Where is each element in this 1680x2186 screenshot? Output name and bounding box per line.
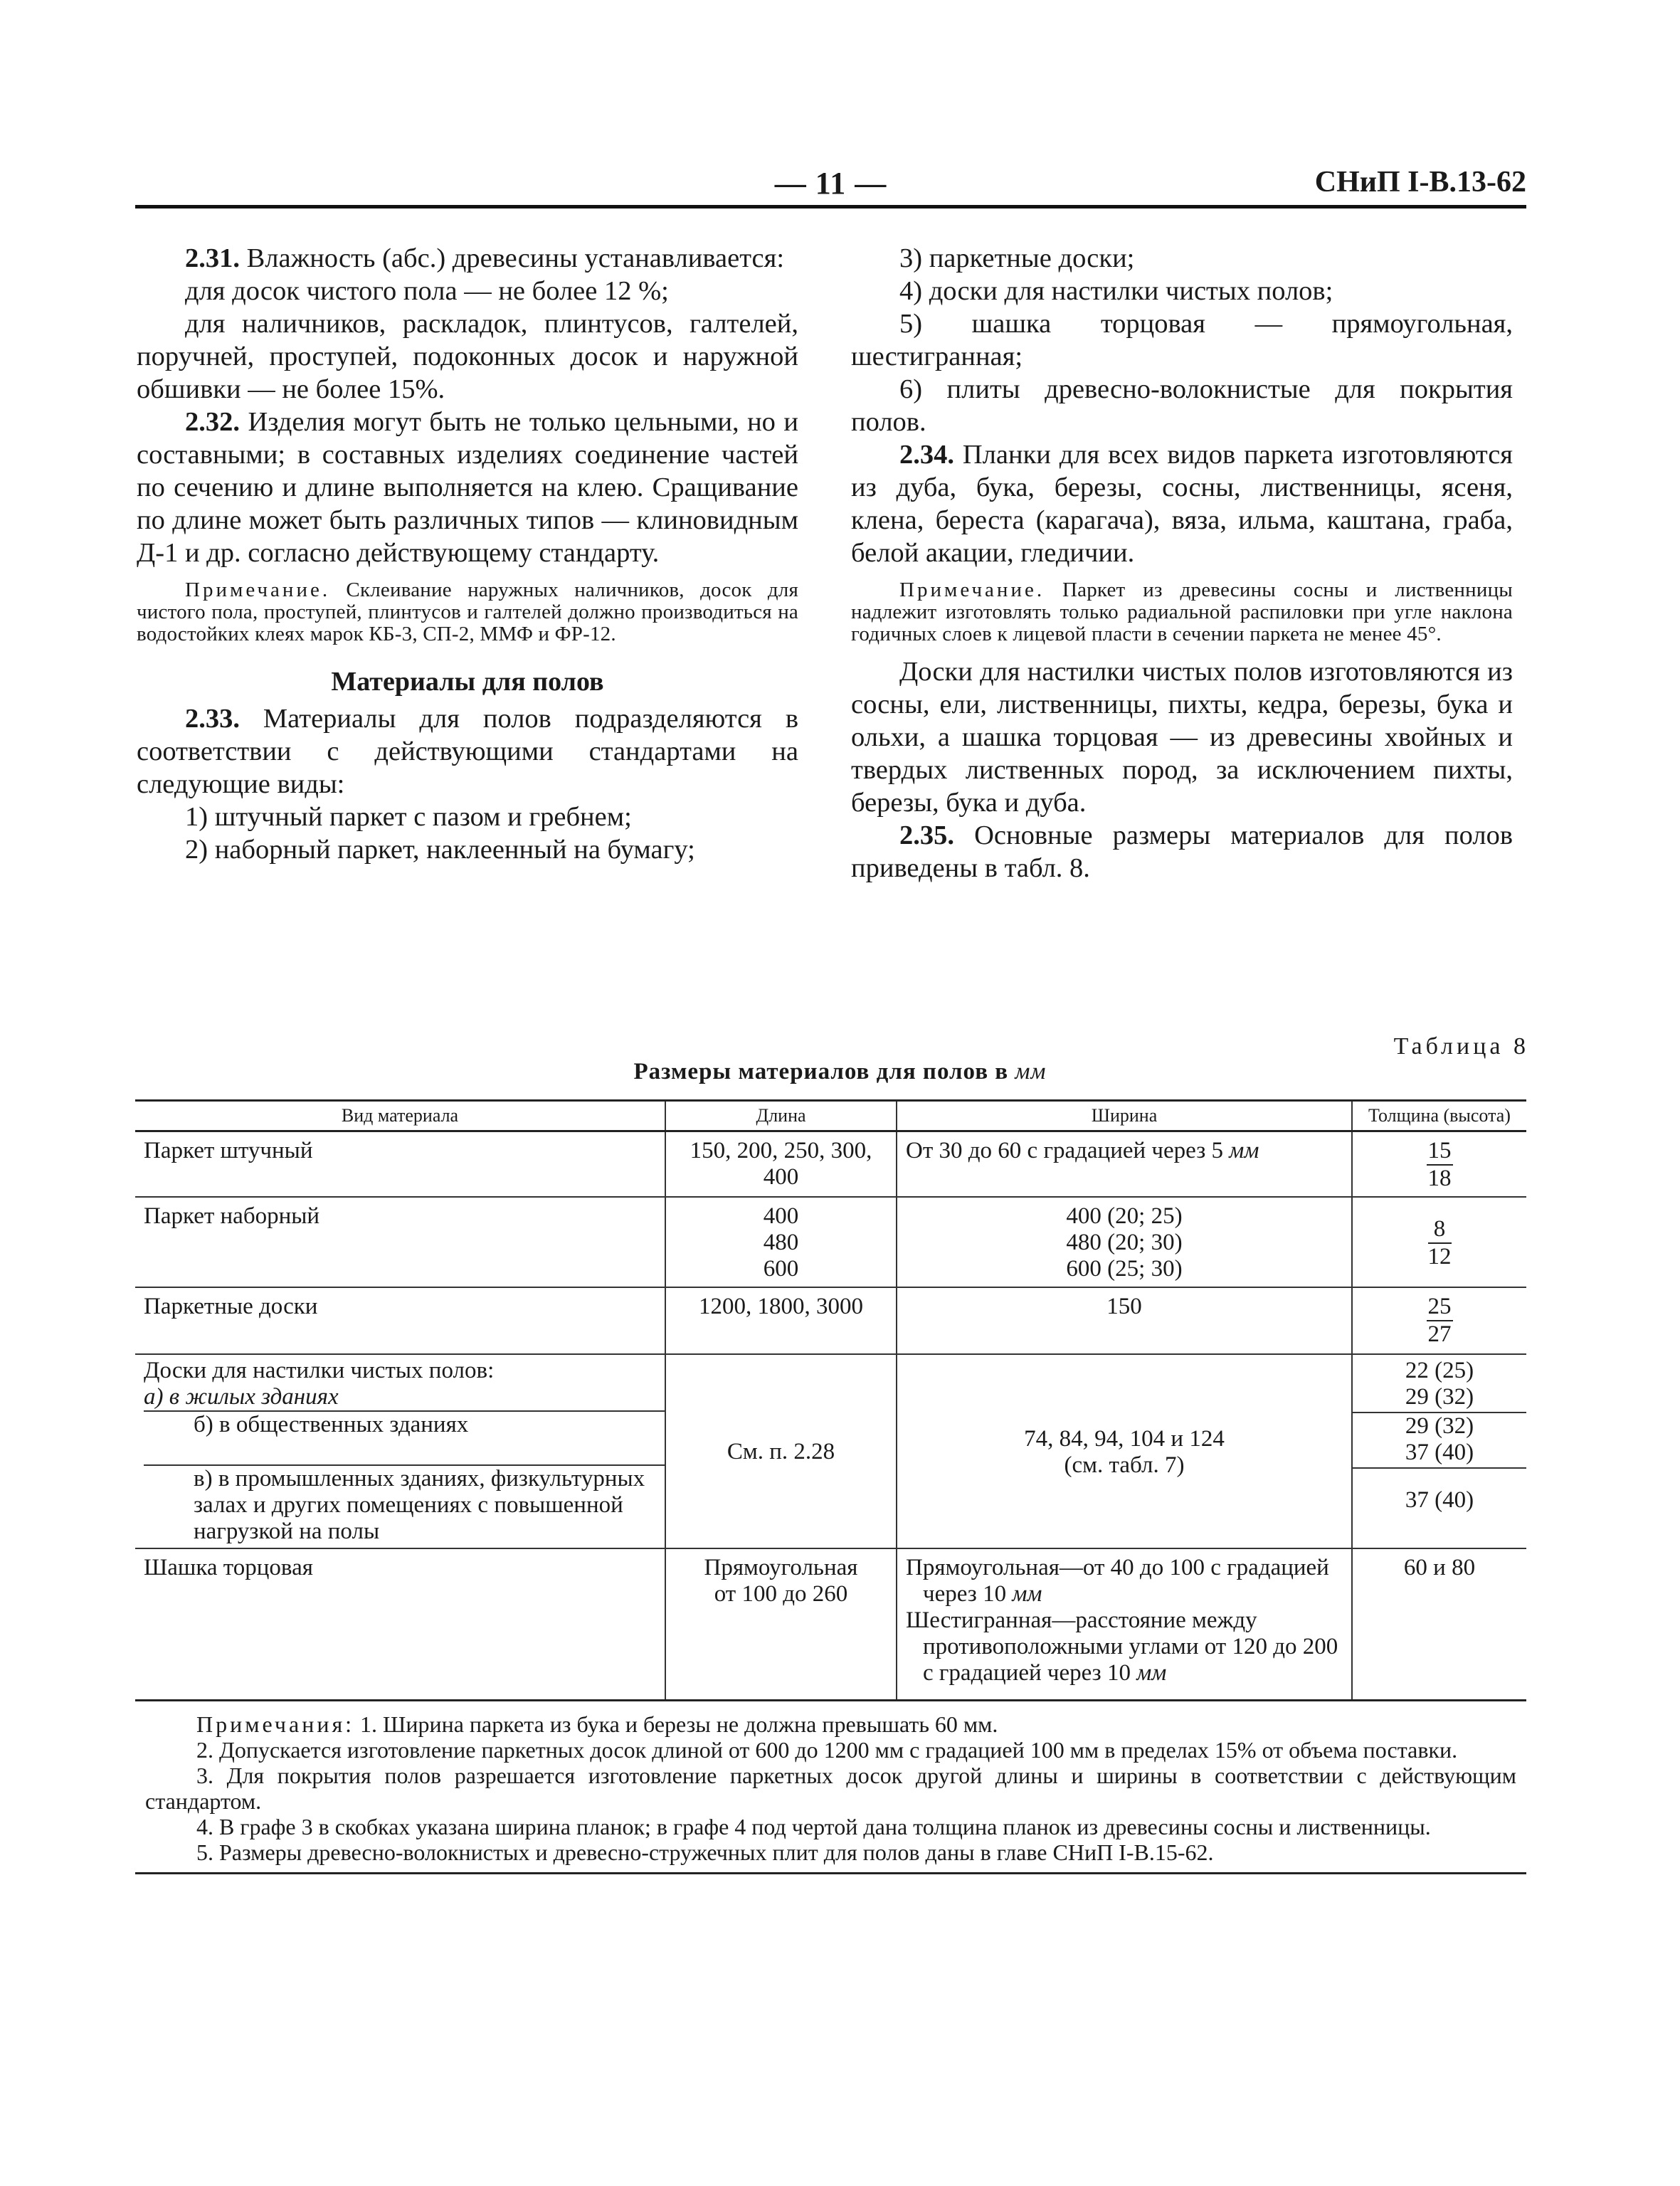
paragraph-2-31-b: для наличников, раскладок, плинтусов, галтелей, поручней, проступей, подоконных досок и наружной обшивки — не более 15%. (137, 309, 798, 404)
cell-thickness: 60 и 80 (1352, 1548, 1526, 1699)
list-item-5: 5) шашка торцовая — прямоугольная, шестигранная; (851, 309, 1513, 371)
cell-length: См. п. 2.28 (665, 1354, 897, 1548)
note-4: 4. В графе 3 в скобках указана ширина планок; в графе 4 под чертой дана толщина планок из древесины сосны и лиственницы. (196, 1814, 1431, 1839)
table-notes (135, 1699, 1526, 1872)
paragraph-2-34: 2.34. Планки для всех видов паркета изготовляются из дуба, бука, березы, сосны, лиственницы, ясеня, клена, береста (карагача), вяза, ильма, каштана, граба, белой акации, гледичии. (851, 440, 1513, 568)
cell-thickness: $\frac{8}{12}$ (1352, 1197, 1526, 1287)
left-column (137, 242, 798, 866)
section-heading: Материалы для полов (331, 667, 604, 697)
cell-thickness: $\frac{25}{27}$ (1352, 1287, 1526, 1354)
list-item-2: 2) наборный паркет, наклеенный на бумагу; (185, 835, 695, 865)
list-item-4: 4) доски для настилки чистых полов; (899, 276, 1333, 306)
sub-industrial: в) в промышленных зданиях, физкультурных залах и других помещениях с повышенной нагрузкой на полы (194, 1466, 645, 1544)
paragraph-2-35: 2.35. Основные размеры материалов для полов приведены в табл. 8. (851, 820, 1513, 883)
cell-length: Прямоугольная от 100 до 260 (665, 1548, 897, 1699)
note-gluing: Примечание. Склеивание наружных наличников, досок для чистого пола, проступей, плинтусов и галтелей должно производиться на водостойких клеях марок КБ-3, СП-2, ММФ и ФР-12. (137, 579, 798, 645)
cell-material: Паркет наборный (135, 1197, 665, 1287)
paragraph-2-32: 2.32. Изделия могут быть не только цельными, но и составными; в составных изделиях соединение частей по сечению и длине выполняется на клею. Сращивание по длине может быть различных типов — клиновидным Д-1 и др. согласно действующему стандарту. (137, 407, 798, 568)
cell-width: Прямоугольная—от 40 до 100 с градацией через 10 мм Шестигранная—расстояние между противоположными углами от 120 до 200 с градацией через 10 мм (897, 1548, 1352, 1699)
cell-width: 74, 84, 94, 104 и 124 (см. табл. 7) (897, 1354, 1352, 1548)
table-row-end-blocks (135, 1548, 1526, 1699)
header-material: Вид материала (135, 1102, 665, 1131)
header-width: Ширина (897, 1102, 1352, 1131)
note-1: Примечания: 1. Ширина паркета из бука и березы не должна превышать 60 мм. (196, 1711, 998, 1737)
note-3: 3. Для покрытия полов разрешается изготовление паркетных досок другой длины и ширины в соответствии с действующим стандартом. (145, 1763, 1516, 1814)
table-header-row (135, 1102, 1526, 1131)
note-pine-parquet: Примечание. Паркет из древесины сосны и лиственницы надлежит изготовлять только радиальной распиловки при угле наклона годичных слоев к лицевой пласти в сечении паркета не менее 45°. (851, 579, 1513, 645)
note-2: 2. Допускается изготовление паркетных досок длиной от 600 до 1200 мм с градацией 100 мм в пределах 15% от объема поставки. (196, 1737, 1458, 1763)
paragraph-2-33: 2.33. Материалы для полов подразделяются в соответствии с действующими стандартами на следующие виды: (137, 704, 798, 799)
cell-width: 150 (897, 1287, 1352, 1354)
cell-material: Паркетные доски (135, 1287, 665, 1354)
cell-width: От 30 до 60 с градацией через 5 мм (897, 1131, 1352, 1198)
paragraph-2-31-a: для досок чистого пола — не более 12 %; (185, 276, 669, 306)
document-code: СНиП I-В.13-62 (1314, 166, 1526, 199)
header-thickness: Толщина (высота) (1352, 1102, 1526, 1131)
table-8 (135, 1099, 1526, 1874)
list-item-1: 1) штучный паркет с пазом и гребнем; (185, 802, 632, 832)
cell-length: 400 480 600 (665, 1197, 897, 1287)
list-item-6: 6) плиты древесно-волокнистые для покрытия полов. (851, 374, 1513, 437)
cell-material: Паркет штучный (144, 1138, 313, 1163)
table-row-piece-parquet (135, 1131, 1526, 1198)
cell-length: 150, 200, 250, 300, 400 (665, 1131, 897, 1198)
page-header (135, 162, 1526, 208)
table-label: Таблица 8 (1393, 1033, 1529, 1060)
note-5: 5. Размеры древесно-волокнистых и древесно-стружечных плит для полов даны в главе СНиП I-В.15-62. (196, 1839, 1214, 1865)
cell-material: Доски для настилки чистых полов: а) в жилых зданиях б) в общественных зданиях в) в промышленных зданиях, физкультурных залах и других помещениях с повышенной нагрузкой на полы (135, 1354, 665, 1548)
table-row-mosaic-parquet (135, 1197, 1526, 1287)
list-item-3: 3) паркетные доски; (899, 243, 1135, 273)
materials-table (135, 1102, 1526, 1699)
paragraph-2-31: 2.31. Влажность (абс.) древесины устанавливается: (185, 243, 785, 273)
cell-width: 400 (20; 25) 480 (20; 30) 600 (25; 30) (897, 1197, 1352, 1287)
right-column (851, 242, 1513, 885)
table-row-floor-boards (135, 1354, 1526, 1548)
page-number: — 11 — (774, 166, 887, 201)
paragraph-boards: Доски для настилки чистых полов изготовляются из сосны, ели, лиственницы, пихты, кедра, березы, бука и ольхи, а шашка торцовая — из древесины хвойных и твердых лиственных пород, за исключением пихты, березы, бука и дуба. (851, 657, 1513, 818)
sub-public: б) в общественных зданиях (144, 1412, 665, 1466)
cell-material: Шашка торцовая (135, 1548, 665, 1699)
table-title: Размеры материалов для полов в мм (633, 1059, 1047, 1084)
sub-residential: а) в жилых зданиях (144, 1384, 665, 1412)
cell-thickness: $\frac{15}{18}$ (1352, 1131, 1526, 1198)
table-row-parquet-boards (135, 1287, 1526, 1354)
cell-length: 1200, 1800, 3000 (665, 1287, 897, 1354)
cell-thickness: 22 (25) 29 (32) 29 (32) 37 (40) 37 (40) (1352, 1354, 1526, 1548)
header-length: Длина (665, 1102, 897, 1131)
